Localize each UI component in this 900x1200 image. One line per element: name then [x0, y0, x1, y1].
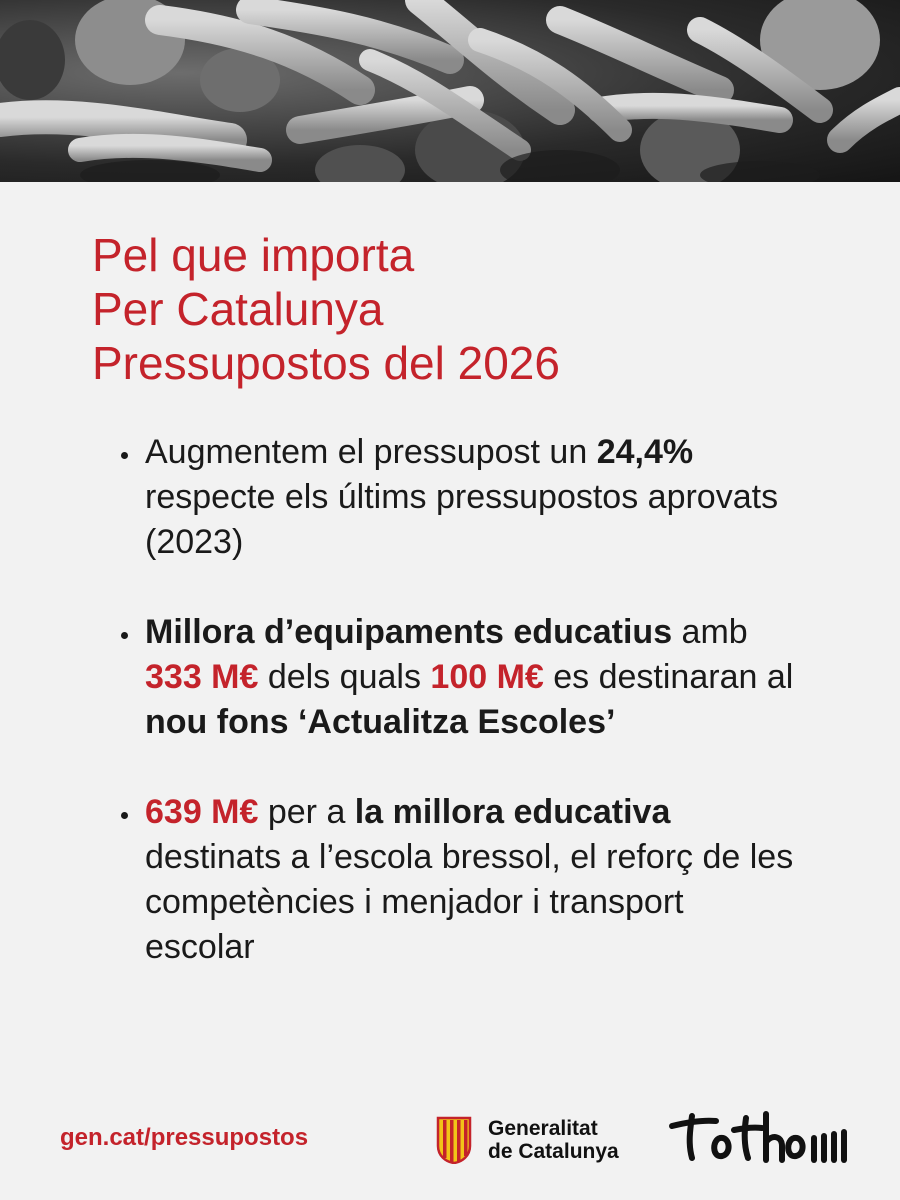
bullet-text: dels quals — [258, 658, 431, 696]
title-line-2: Per Catalunya — [92, 283, 384, 335]
generalitat-line-1: Generalitat — [488, 1117, 598, 1140]
bullet-amount: 333 M€ — [145, 658, 259, 696]
bullet-amount: 100 M€ — [430, 658, 544, 696]
bullet-amount: 639 M€ — [145, 793, 259, 831]
tothom-logo-icon — [668, 1108, 852, 1166]
bullet-highlight: 24,4% — [596, 433, 694, 471]
bullet-text: amb — [672, 613, 748, 651]
crowd-photo-icon — [0, 0, 900, 182]
bullet-text: respecte els últims pressupostos aprovats (2023) — [145, 478, 779, 561]
page-title — [92, 228, 560, 390]
bullet-highlight: la millora educativa — [354, 793, 671, 831]
generalitat-logo — [434, 1116, 619, 1164]
bullet-highlight: nou fons ‘Actualitza Escoles’ — [145, 703, 616, 741]
bullet-text: Augmentem el pressupost un — [145, 433, 597, 471]
senyera-shield-icon — [434, 1116, 474, 1164]
bullet-item-budget — [118, 430, 798, 565]
bullet-highlight: Millora d’equipaments educatius — [145, 613, 673, 651]
bullet-item-equipment — [118, 610, 798, 745]
title-line-1: Pel que importa — [92, 229, 415, 281]
bullet-item-education — [118, 790, 798, 970]
title-line-3: Pressupostos del 2026 — [92, 337, 560, 389]
bullet-text: es destinaran al — [543, 658, 794, 696]
bullet-text: destinats a l’escola bressol, el reforç de les competències i menjador i transport escolar — [145, 838, 794, 966]
bullet-text: per a — [258, 793, 355, 831]
tothom-logo — [668, 1108, 852, 1171]
hero-photo — [0, 0, 900, 182]
bullet-list — [118, 430, 798, 1015]
generalitat-line-2: de Catalunya — [488, 1140, 619, 1163]
budget-link[interactable]: gen.cat/pressupostos — [60, 1124, 309, 1151]
